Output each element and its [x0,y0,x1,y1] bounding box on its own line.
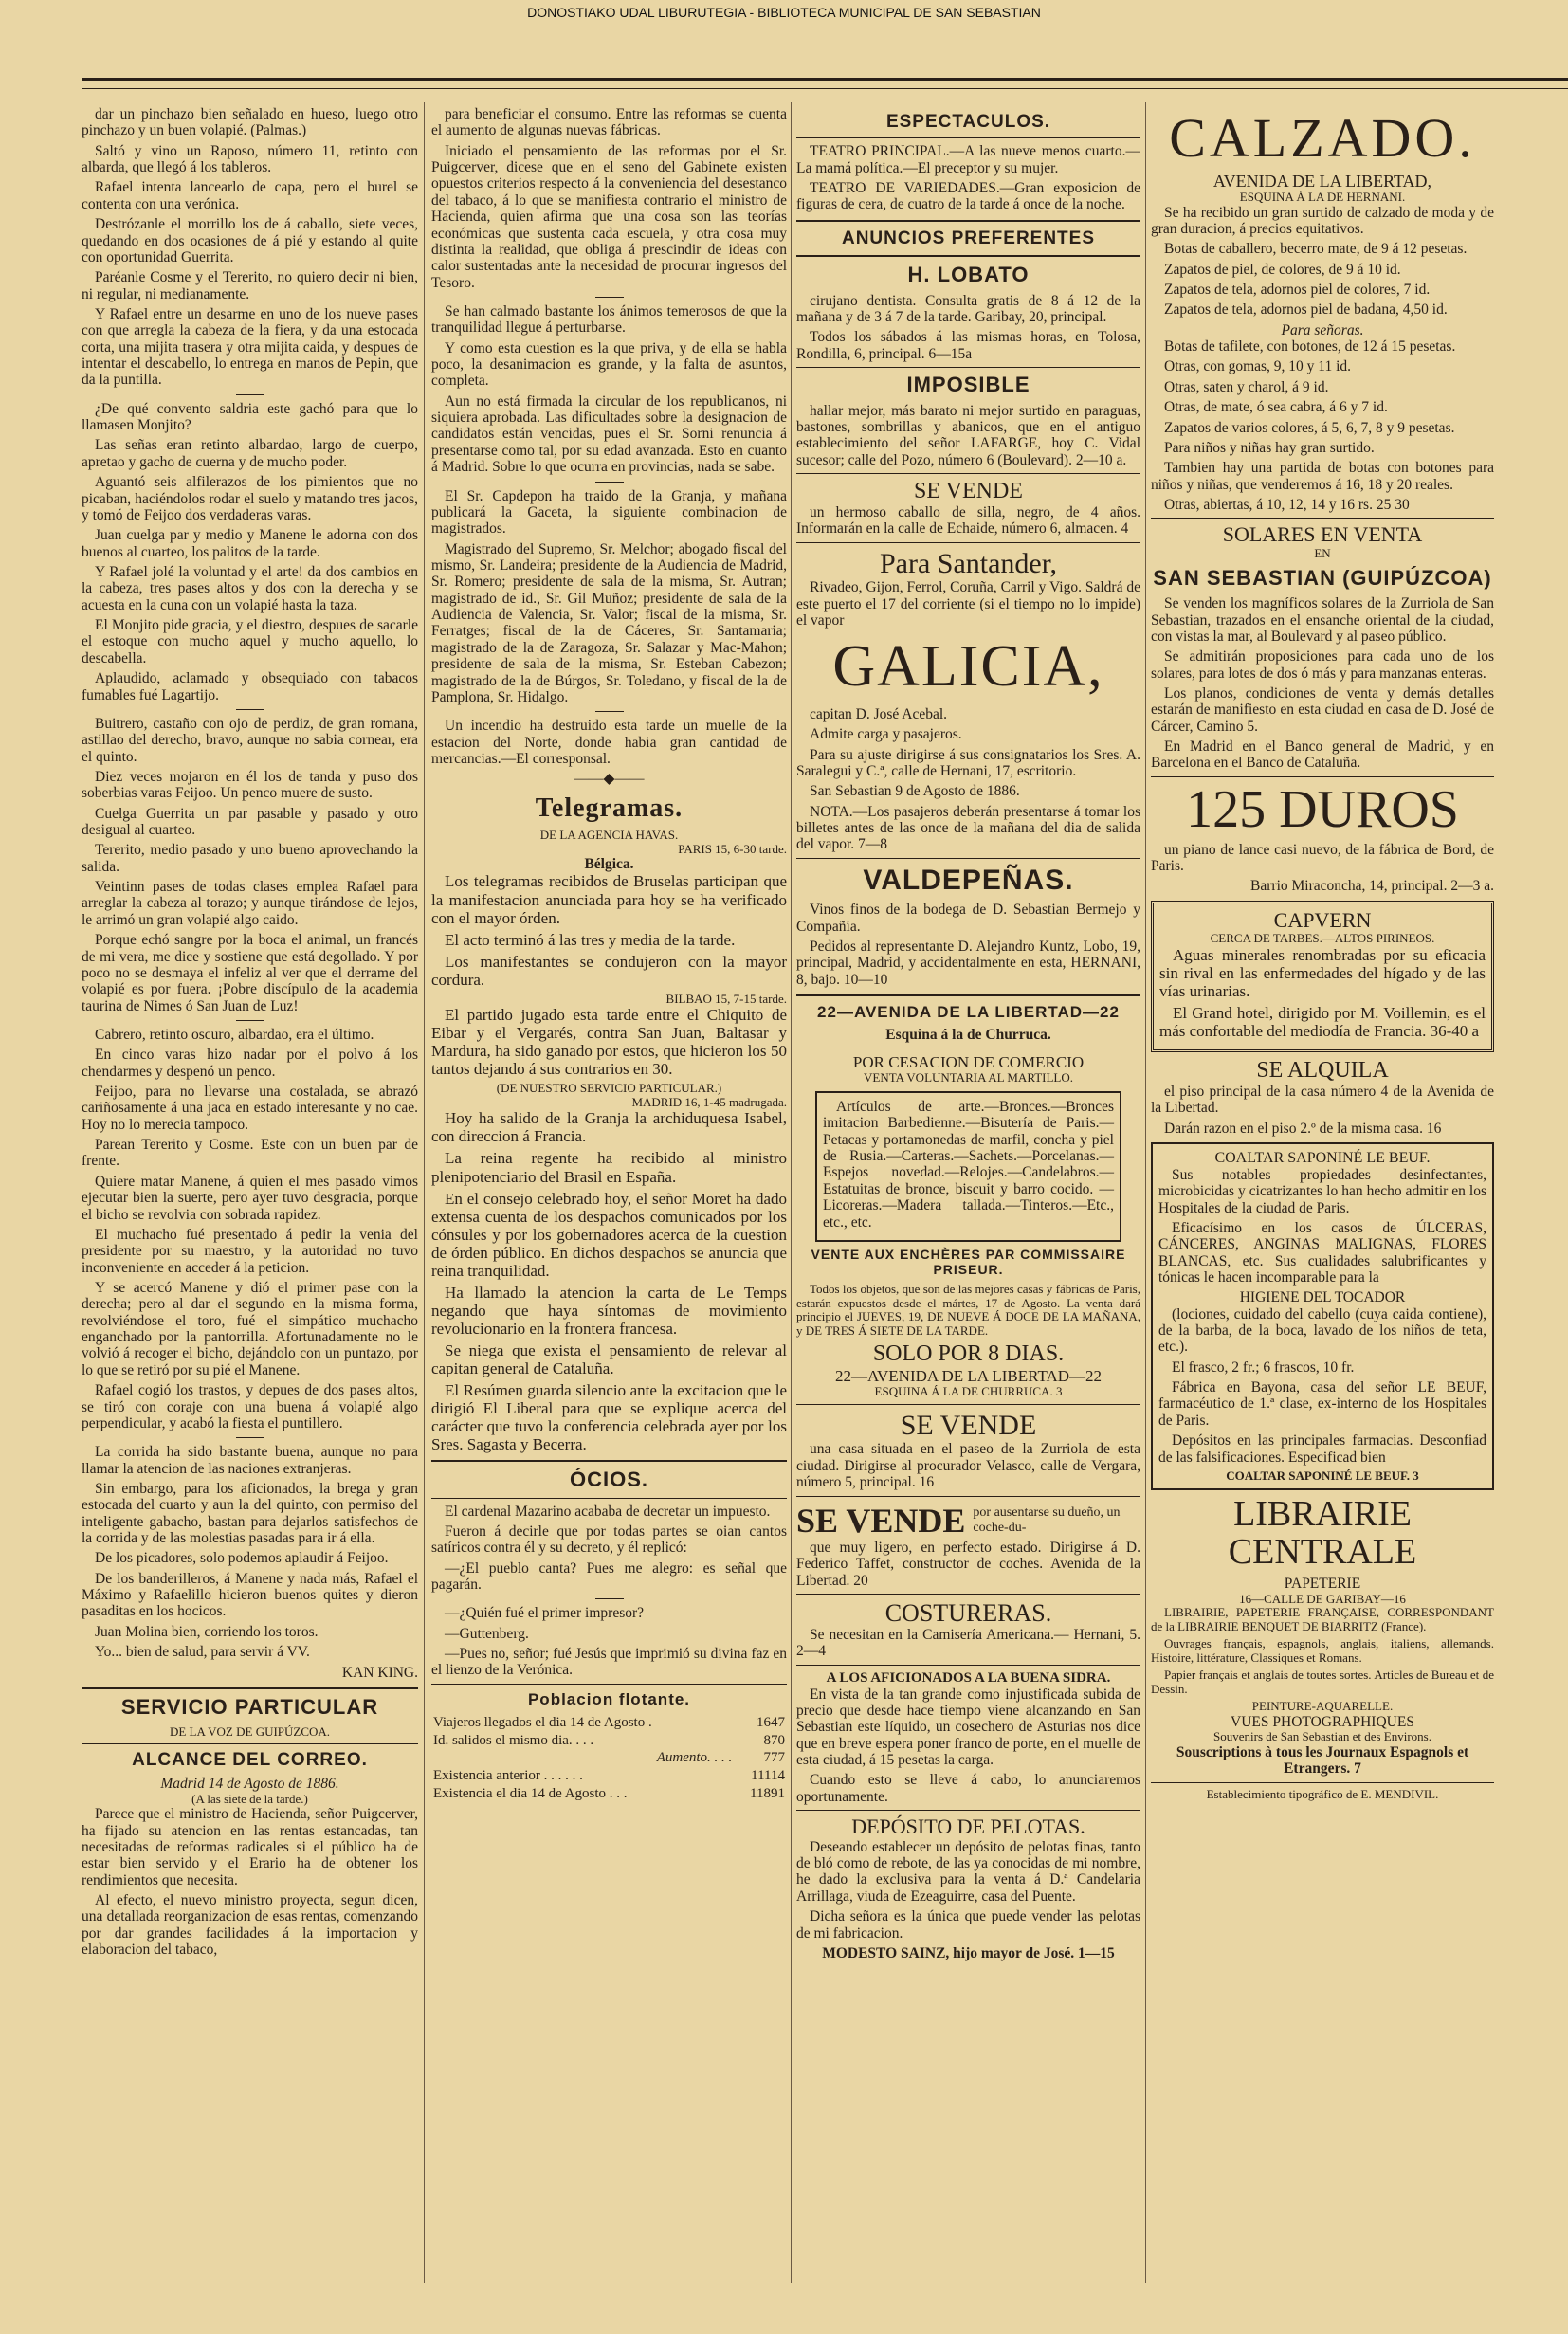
ad-subtitle: EN [1314,545,1331,560]
dateline: BILBAO 15, 7-15 tarde. [665,991,787,1006]
paragraph: (lociones, cuidado del cabello (cuya caida contiene), de la barba, de la boca, lavado de los niños de teta, etc.). [1158,1305,1486,1356]
subheading: HIGIENE DEL TOCADOR [1239,1289,1406,1306]
population-table [431,1714,787,1803]
paragraph: Los manifestantes se condujeron con la mayor cordura. [431,952,787,989]
ad-title: SAN SEBASTIAN (GUIPÚZCOA) [1153,565,1492,590]
paragraph: Artículos de arte.—Bronces.—Bronces imitacion Barbedienne.—Bisutería de Paris.—Petacas y portamonedas de marfil, concha y piel de Rusia.—Carteras.—Sachets.—Porcelanas.— Espejos novedad.—Relojes.—Candelabros.—Estatuitas de bronce, biscuit y barro cocido. — Licoreras.—Madera tallada.—Tinteros.—Etc., etc., etc. [823,1099,1114,1231]
paragraph: Zapatos de piel, de colores, de 9 á 10 id. [1164,261,1401,278]
ad-subtitle: CERCA DE TARBES.—ALTOS PIRINEOS. [1210,931,1435,946]
section-title: Poblacion flotante. [527,1689,691,1708]
ad-title: DEPÓSITO DE PELOTAS. [851,1814,1085,1839]
paragraph: En el consejo celebrado hoy, el señor Moret ha dado extensa cuenta de los despachos comunicados por los cónsules y por los gobernadores acerca de la cuestion de órden público. En dichos despachos se anuncia que reina tranquilidad. [431,1189,787,1280]
paragraph: Para niños y niñas hay gran surtido. [1164,439,1375,456]
paragraph: hallar mejor, más barato ni mejor surtido en paraguas, bastones, sombrillas y abanicos, que en el antiguo establecimiento del señor LAFARGE, hoy C. Vidal sucesor; calle del Pozo, número 6 (Boulevard). 2—10 a. [796,402,1140,468]
paragraph: Aun no está firmada la circular de los republicanos, ni siquiera aprobada. Las dificultades sobre la designacion de candidatos están vencidas, pues el Sr. Sorni renuncia á presentarse como tal, por su edad avanzada. Esto en cuanto á Madrid. Sobre lo que ocurra en provincias, nada se sabe. [431,392,787,476]
top-rule [82,78,1568,89]
section-title: ESPECTACULOS. [885,112,1051,132]
paragraph: Juan cuelga par y medio y Manene le adorna con dos buenos al cuarteo, los palitos de la tarde. [82,527,418,560]
paragraph: un piano de lance casi nuevo, de la fábrica de Bord, de Paris. [1151,841,1494,874]
table-row [431,1714,787,1732]
dateline: MADRID 16, 1-45 madrugada. [631,1094,787,1109]
coaltar-ad [1151,1142,1494,1491]
paragraph: Rivadeo, Gijon, Ferrol, Coruña, Carril y Vigo. Saldrá de este puerto el 17 del corriente (si el tiempo no lo impide) el vapor [796,579,1140,629]
paragraph: Sus notables propiedades desinfectantes, microbicidas y cicatrizantes lo han hecho admitir en los Hospitales de la ciudad de Paris. [1158,1166,1486,1216]
paragraph: para beneficiar el consumo. Entre las reformas se cuenta el aumento de algunas nuevas fábricas. [431,106,787,139]
paragraph: Y Rafael jolé la voluntad y el arte! da dos cambios en la cabeza, tres pases altos y dos con la derecha y se acuesta en la cuna con un volapié hasta la taza. [82,563,418,613]
divider [1151,518,1494,519]
ad-subtitle: ESQUINA Á LA DE HERNANI. [1239,190,1406,205]
divider [595,482,624,483]
paragraph: Eficacísimo en los casos de ÚLCERAS, CÁNCERES, ANGINAS MALIGNAS, FLORES BLANCAS, etc. Sus cualidades salubrificantes y tónicas le hacen incomparable para la [1158,1219,1486,1286]
ad-title: SE VENDE [914,479,1023,504]
paragraph: Admite carga y pasajeros. [810,726,962,743]
section-title: ALCANCE DEL CORREO. [132,1750,368,1771]
subheading: (DE NUESTRO SERVICIO PARTICULAR.) [496,1081,722,1096]
paragraph: El cardenal Mazarino acababa de decretar un impuesto. [445,1503,771,1520]
paragraph: Se han calmado bastante los ánimos temerosos de que la tranquilidad llegue á perturbarse. [431,302,787,337]
ad-title: VALDEPEÑAS. [863,864,1074,896]
paragraph: San Sebastian 9 de Agosto de 1886. [810,783,1020,800]
paragraph: La corrida ha sido bastante buena, aunque no para llamar la atencion de las naciones extranjeras. [82,1444,418,1477]
paragraph: Buitrero, castaño con ojo de perdiz, de gran romana, astillao del derecho, bravo, aunque no sabia cornear, era el quinto. [82,715,418,765]
paragraph: Deseando establecer un depósito de pelotas finas, tanto de bló como de rebote, de las ya conocidas de mi nombre, he dado la exclusiva para la venta á D.ª Candelaria Arrillaga, viuda de Ezeaguirre, casa del Puente. [796,1838,1140,1905]
paragraph: Saltó y vino un Raposo, número 11, retinto con albarda, que llegó á los tableros. [82,142,418,176]
row-value: 11114 [751,1768,785,1784]
paragraph: Otras, abiertas, á 10, 12, 14 y 16 rs. 25 30 [1164,496,1410,513]
paragraph: dar un pinchazo bien señalado en hueso, luego otro pinchazo y un buen volapié. (Palmas.) [82,106,418,139]
paragraph: El Resúmen guarda silencio ante la excitacion que le dirigió El Liberal para que se explique acerca del carácter que tuvo la conferencia celebrada ayer por los Sres. Sagasta y Becerra. [431,1380,787,1453]
paragraph: En cinco varas hizo nadar por el polvo á los chendarmes y despenó un penco. [82,1047,418,1080]
column-4 [1151,106,1494,2287]
divider [796,994,1140,996]
ad-title: 22—AVENIDA DE LA LIBERTAD—22 [817,1003,1120,1022]
paragraph: Darán razon en el piso 2.º de la misma casa. 16 [1164,1120,1442,1137]
column-3 [796,106,1140,2287]
ad-title: POR CESACION DE COMERCIO [852,1053,1085,1072]
ad-title: SOLO POR 8 DIAS. [872,1341,1065,1367]
paragraph: Zapatos de tela, adornos piel de colores, 7 id. [1164,282,1431,299]
paragraph: ¿De qué convento saldria este gachó para que lo llamasen Monjito? [82,400,418,434]
paragraph: Y se acercó Manene y dió el primer pase con la derecha; pero al dar el segundo en la misma forma, revolviéndose el toro, fué el simpático muchacho enganchado por la pantorrilla. Afortunadamente no le volvió á recoger el bicho, dejándolo con un puntazo, por lo que se retiró por su pié el Manene. [82,1280,418,1378]
paragraph: Botas de tafilete, con botones, de 12 á 15 pesetas. [1164,338,1456,356]
divider [236,1437,264,1438]
signature: COALTAR SAPONINÉ LE BEUF. 3 [1226,1468,1419,1483]
divider [236,394,264,395]
row-value: 777 [763,1750,785,1766]
ad-subtitle: VENTA VOLUNTARIA AL MARTILLO. [863,1070,1073,1085]
paragraph: El Sr. Capdepon ha traido de la Granja, y mañana publicará la Gaceta, la siguiente combinacion de magistrados. [431,487,787,538]
paragraph: —Guttenberg. [445,1625,529,1642]
printer-imprint: Establecimiento tipográfico de E. MENDIVIL. [1206,1786,1439,1801]
paragraph: —Pues no, señor; fué Jesús que imprimió su divina faz en el lienzo de la Verónica. [431,1646,787,1679]
paragraph: Y Rafael entre un desarme en uno de los nueve pases con que arregla la cabeza de la fiera, y da una estocada corta, una mijita trasera y otra mijita caida, y despues de intentar el descabello, lo entrega en manos de Pepin, que da la puntilla. [82,305,418,389]
column-2 [431,106,787,2287]
paragraph: El muchacho fué presentado á pedir la venia del presidente por su maestro, y la autoridad no tuvo inconveniente en acceder á la peticion. [82,1226,418,1276]
subheading: VUES PHOTOGRAPHIQUES [1231,1713,1414,1730]
ad-subtitle: 22—AVENIDA DE LA LIBERTAD—22 [834,1367,1103,1386]
paragraph: Papier français et anglais de toutes sortes. Articles de Bureau et de Dessin. [1151,1668,1494,1696]
paragraph: Cabrero, retinto oscuro, albardao, era el último. [95,1026,374,1043]
paragraph: Pedidos al representante D. Alejandro Kuntz, Lobo, 19, principal, Madrid, y accidentalmente en esta, HERNANI, 8, bajo. 10—10 [796,938,1140,988]
ad-title: CAPVERN [1273,907,1372,932]
divider [1151,776,1494,777]
row-label: Id. salidos el mismo dia. . . . [433,1732,594,1748]
paragraph: Zapatos de varios colores, á 5, 6, 7, 8 y 9 pesetas. [1164,419,1455,436]
divider [796,1594,1140,1595]
column-rule [791,102,792,2283]
paragraph: Veintinn pases de todas clases emplea Rafael para arreglar la cabeza al torazo; y aunque tirándose de lejos, le arrimó un gran volapié algo caido. [82,879,418,928]
dateline: (A las siete de la tarde.) [191,1791,308,1806]
section-title: ÓCIOS. [569,1467,648,1491]
ad-title: 125 DUROS [1186,779,1459,839]
column-rule [424,102,425,2283]
paragraph: Tambien hay una partida de botas con botones para niños y niñas, que venderemos á 16, 18 y 20 reales. [1151,460,1494,493]
paragraph: cirujano dentista. Consulta gratis de 8 á 12 de la mañana y de 3 á 7 de la tarde. Garibay, 20, principal. [796,292,1140,325]
paragraph: Porque echó sangre por la boca el animal, un francés de mi vera, me dice y sostiene que está degollado. Y por poco no se desmaya el infeliz al ver que el derrame del volapié es por fuera. ¡Pobre discípulo de la academia taurina de Nimes ó San Juan de Luz! [82,932,418,1014]
items-box [815,1091,1121,1242]
paragraph: Se admitirán proposiciones para cada uno de los solares, para lotes de dos ó más y para manzanas enteras. [1151,648,1494,682]
paragraph: Diez veces mojaron en él los de tanda y puso dos soberbias varas Feijoo. Un penco muere de susto. [82,768,418,802]
paragraph: Vinos finos de la bodega de D. Sebastian Bermejo y Compañía. [796,902,1140,935]
paragraph: Magistrado del Supremo, Sr. Melchor; abogado fiscal del mismo, Sr. Landeira; presidente de la Audiencia de Madrid, Sr. Romero; presidente de sala de la misma, Sr. Autran; magistrado de id., Sr. Gil Muñoz; presidente de sala de la Audiencia de Valencia, Sr. Valor; fiscal de la misma, Sr. Ferratges; fiscal de la de Cáceres, Sr. Santamaria; magistrado de la de Zaragoza, Sr. Salazar y Mac-Mahon; presidente de sala de la misma, Sr. Esteban Cabezon; magistrado de la de Búrgos, Sr. Toledano, y fiscal de la de Pamplona, Sr. Hidalgo. [431,540,787,705]
divider [236,1020,264,1021]
paragraph: Se venden los magníficos solares de la Zurriola de San Sebastian, trazados en el ensanche oriental de la ciudad, con vistas la mar, al Boulevard y al paseo público. [1151,595,1494,645]
paragraph: Y como esta cuestion es la que priva, y de ella se habla poco, la desanimacion es grande, y la falta de asuntos, completa. [431,339,787,390]
ad-subtitle: ESQUINA Á LA DE CHURRUCA. 3 [874,1384,1063,1399]
paragraph: Aguantó seis alfilerazos de los pimientos que no picaban, haciéndolos rodar el suelo y matando tres jacos, y tomó de Feijoo dos verdaderas varas. [82,474,418,523]
paragraph: Depósitos en las principales farmacias. Desconfiad de las falsificaciones. Especificad bien [1158,1432,1486,1466]
paragraph: Juan Molina bien, corriendo los toros. [95,1623,319,1640]
dateline: Madrid 14 de Agosto de 1886. [160,1776,339,1793]
divider [796,255,1140,257]
table-row [431,1732,787,1750]
paragraph: una casa situada en el paseo de la Zurriola de esta ciudad. Dirigirse al procurador Velasco, calle de Vergara, número 5, principal. 16 [796,1441,1140,1491]
paragraph: La reina regente ha recibido al ministro plenipotenciario del Brasil en España. [431,1149,787,1186]
paragraph: Todos los sábados á las mismas horas, en Tolosa, Rondilla, 6, principal. 6—15a [796,329,1140,362]
paragraph: Zapatos de tela, adornos piel de badana, 4,50 id. [1164,301,1448,319]
divider [796,367,1140,368]
ad-subtitle: Esquina á la de Churruca. [885,1027,1051,1044]
row-value: 11891 [750,1786,785,1802]
paragraph: Otras, de mate, ó sea cabra, á 6 y 7 id. [1164,399,1388,416]
section-title: ANUNCIOS PREFERENTES [841,228,1096,248]
paragraph: Parean Tererito y Cosme. Este con un buen par de frente. [82,1137,418,1170]
ad-title: COALTAR SAPONINÉ LE BEUF. [1214,1149,1431,1166]
paragraph: Se niega que exista el pensamiento de relevar al capitan general de Cataluña. [431,1340,787,1377]
paragraph: Tererito, medio pasado y uno bueno aprovechando la salida. [82,842,418,875]
row-label: Aumento. . . . [656,1750,733,1766]
column-1 [82,106,418,2287]
paragraph: LIBRAIRIE, PAPETERIE FRANÇAISE, CORRESPONDANT de la LIBRAIRIE BENQUET DE BIARRITZ (France). [1151,1605,1494,1633]
signature: MODESTO SAINZ, hijo mayor de José. 1—15 [822,1944,1115,1961]
divider [796,858,1140,859]
row-label: Viajeros llegados el dia 14 de Agosto . [433,1714,652,1730]
divider [595,711,624,712]
paragraph: Un incendio ha destruido esta tarde un muelle de la estacion del Norte, donde habia gran cantidad de mercancias.—El corresponsal. [431,718,787,767]
paragraph: Botas de caballero, becerro mate, de 9 á 12 pesetas. [1164,241,1468,258]
ad-title: SE VENDE [900,1409,1037,1441]
ad-title: A LOS AFICIONADOS A LA BUENA SIDRA. [826,1669,1111,1686]
paragraph: Souvenirs de San Sebastian et des Environs. [1213,1729,1431,1744]
section-subtitle: DE LA VOZ DE GUIPÚZCOA. [169,1723,331,1739]
paragraph: Se necesitan en la Camisería Americana.— Hernani, 5. 2—4 [796,1627,1140,1660]
ad-subtitle: AVENIDA DE LA LIBERTAD, [1212,171,1432,191]
paragraph: Cuelga Guerrita un par pasable y pasado y otro desigual al cuarteo. [82,805,418,839]
paragraph: Sin embargo, para los aficionados, la brega y gran estocada del cuarto y aun la del quinto, con permiso del inteligente gabacho, bastan para dejarlos satisfechos de la corrida y de las molestias pasadas para ir á ella. [82,1480,418,1547]
paragraph: Al efecto, el nuevo ministro proyecta, segun dicen, una detallada reorganizacion de esas rentas, comenzando por dar grandes facilidades á la importacion y elaboracion del tabaco, [82,1892,418,1959]
paragraph: Hoy ha salido de la Granja la archiduquesa Isabel, con direccion á Francia. [431,1109,787,1146]
ship-name: GALICIA, [832,634,1104,700]
paragraph: Todos los objetos, que son de las mejores casas y fábricas de Paris, estarán expuestos desde el mártes, 17 de Agosto. La venta dará principio el JUEVES, 19, DE NUEVE Á DOCE DE LA MAÑANA, y DE TRES Á SIETE DE LA TARDE. [796,1282,1140,1338]
paragraph: TEATRO DE VARIEDADES.—Gran exposicion de figuras de cera, de cuatro de la tarde á once de la noche. [796,179,1140,213]
paragraph: En Madrid en el Banco general de Madrid, y en Barcelona en el Banco de Cataluña. [1151,738,1494,772]
dateline: PARIS 15, 6-30 tarde. [678,841,787,856]
ad-title: SOLARES EN VENTA [1222,522,1423,547]
ad-subtitle: PAPETERIE [1284,1576,1361,1593]
divider [431,1498,787,1499]
paragraph: Dicha señora es la única que puede vender las pelotas de mi fabricacion. [796,1908,1140,1942]
paragraph: NOTA.—Los pasajeros deberán presentarse á tomar los billetes antes de las once de la mañana del dia de salida del vapor. 7—8 [796,803,1140,853]
ad-title: COSTURERAS. [884,1598,1052,1627]
subheading: Para señoras. [1281,321,1364,338]
ad-subtitle: VENTE AUX ENCHÈRES PAR COMMISSAIRE PRISEUR. [811,1246,1126,1277]
divider [796,220,1140,222]
section-subtitle: DE LA AGENCIA HAVAS. [539,828,679,843]
paragraph: El acto terminó á las tres y media de la tarde. [445,930,736,949]
section-title: SERVICIO PARTICULAR [120,1694,379,1719]
subheading: Bélgica. [584,856,634,873]
paragraph: En vista de la tan grande como injustificada subida de precio que desde hace tiempo viene alcanzando en San Sebastian este líquido, un cosechero de Asturias nos dice que en breve espera poner franco de porte, en el muelle de esta ciudad, á 15 pesetas la carga. [796,1686,1140,1769]
paragraph: un hermoso caballo de silla, negro, de 4 años. Informarán en la calle de Echaide, número 6, almacen. 4 [796,503,1140,538]
table-row [431,1785,787,1803]
ad-title: SE VENDE [796,1501,966,1540]
paragraph: Los telegramas recibidos de Bruselas participan que la manifestacion anunciada para hoy se ha verificado con el mayor órden. [431,872,787,927]
row-value: 870 [763,1732,785,1748]
paragraph: El partido jugado esta tarde entre el Chiquito de Eibar y el Vergarés, contra San Juan, Baltasar y Mardura, ha sido ganado por estos, que hicieron los 50 tantos dejando á sus contrarios en 30. [431,1006,787,1079]
paragraph: El Monjito pide gracia, y el diestro, despues de sacarle el estoque con mucho aquel y mucho aquello, lo descabella. [82,617,418,666]
paragraph: —¿Quién fué el primer impresor? [445,1605,645,1622]
paragraph: Quiere matar Manene, á quien el mes pasado vimos ejecutar bien la suerte, pero ayer tuvo desgracia, porque el bicho se revolvia con sobrada rapidez. [82,1173,418,1223]
table-row [431,1767,787,1785]
ad-header [796,1502,1140,1540]
divider [796,542,1140,543]
table-row [431,1749,787,1767]
paragraph: De los banderilleros, á Manene y nada más, Rafael el Máximo y Rafaelillo hicieron buenos quites y dieron pasaditas en los hocicos. [82,1570,418,1620]
signature: KAN KING. [341,1664,418,1681]
paragraph: Ouvrages français, espagnols, anglais, italiens, allemands. Histoire, littérature, Classiques et Romans. [1151,1636,1494,1665]
row-value: 1647 [757,1714,785,1730]
subheading: PEINTURE-AQUARELLE. [1251,1699,1394,1714]
paragraph: Destrózanle el morrillo los de á caballo, siete veces, quedando en dos ocasiones de á pié y estando al quite con oportunidad Guerrita. [82,216,418,265]
ornament: ——◆—— [574,771,645,788]
paragraph: Rafael intenta lancearlo de capa, pero el burel se contenta con una verónica. [82,179,418,212]
paragraph: Otras, saten y charol, á 9 id. [1164,378,1329,395]
library-header: DONOSTIAKO UDAL LIBURUTEGIA - BIBLIOTECA MUNICIPAL DE SAN SEBASTIAN [527,5,1041,20]
divider [431,1460,787,1462]
capvern-ad [1151,901,1494,1052]
paragraph: Parece que el ministro de Hacienda, señor Puigcerver, ha fijado su atencion en las rentas estancadas, tan necesitadas de reformas radicales si el público ha de estar bien servido y el Erario ha de obtener los rendimientos que necesita. [82,1806,418,1888]
paragraph: Barrio Miraconcha, 14, principal. 2—3 a. [1250,878,1494,895]
ad-title: SE ALQUILA [1256,1057,1389,1083]
ad-title: LIBRAIRIE CENTRALE [1228,1494,1417,1573]
paragraph: Aplaudido, aclamado y obsequiado con tabacos fumables fué Lagartijo. [82,670,418,703]
paragraph: Ha llamado la atencion la carta de Le Temps negando que haya síntomas de movimiento revolucionario en la frontera francesa. [431,1283,787,1338]
row-label: Existencia anterior . . . . . . [433,1768,583,1784]
divider [796,137,1140,138]
ad-title: H. LOBATO [907,262,1030,286]
column-rule [1145,102,1146,2283]
paragraph: Aguas minerales renombradas por su eficacia sin rival en las enfermedades del hígado y de las vías urinarias. [1159,945,1486,1000]
divider [796,1496,1140,1497]
divider [236,709,264,710]
paragraph: Cuando esto se lleve á cabo, lo anunciaremos oportunamente. [796,1772,1140,1805]
divider [82,1743,418,1744]
divider [796,1404,1140,1405]
divider [1151,1782,1494,1783]
paragraph: que muy ligero, en perfecto estado. Dirigirse á D. Federico Taffet, constructor de coches. Avenida de la Libertad. 20 [796,1539,1140,1589]
paragraph: Para su ajuste dirigirse á sus consignatarios los Sres. A. Saralegui y C.ª, calle de Hernani, 17, escritorio. [796,746,1140,779]
paragraph: Se ha recibido un gran surtido de calzado de moda y de gran duracion, á precios equitativos. [1151,204,1494,237]
paragraph: el piso principal de la casa número 4 de la Avenida de la Libertad. [1151,1083,1494,1117]
divider [595,1598,624,1599]
paragraph: Otras, con gomas, 9, 10 y 11 id. [1164,358,1352,375]
divider [796,1665,1140,1666]
ad-title: CALZADO. [1169,107,1476,169]
ad-title: IMPOSIBLE [906,373,1030,397]
paragraph: Las señas eran retinto albardao, largo de cuerpo, apretao y gacho de cuerna y de mucho poder. [82,437,418,470]
paragraph: De los picadores, solo podemos aplaudir á Feijoo. [95,1550,389,1567]
divider [595,297,624,298]
paragraph: capitan D. José Acebal. [810,705,948,722]
paragraph: Souscriptions à tous les Journaux Espagnols et Etrangers. 7 [1176,1743,1469,1778]
row-label: Existencia el dia 14 de Agosto . . . [433,1786,628,1802]
paragraph: Paréanle Cosme y el Tererito, no quiero decir ni bien, ni regular, ni medianamente. [82,269,418,302]
paragraph: Fábrica en Bayona, casa del señor LE BEUF, farmacéutico de 1.ª clase, ex-interno de los Hospitales de Paris. [1158,1379,1486,1429]
section-title: Telegramas. [535,793,684,823]
paragraph: Fueron á decirle que por todas partes se oian cantos satíricos contra él y su decreto, y él replicó: [431,1523,787,1557]
ad-subtitle: 16—CALLE DE GARIBAY—16 [1239,1591,1406,1606]
paragraph: Iniciado el pensamiento de las reformas por el Sr. Puigcerver, dicese que en el seno del Gabinete existen opuestos criterios respecto á la conveniencia del desestanco del tabaco, á lo que se manifiesta contrario el ministro de Hacienda, quien afirma que una cosa son las teorías económicas que sustenta cada escuela, y otra cosa muy distinta la realidad, que obliga á prescindir de ideas con calor sustentadas ante la necesidad de procurar ingresos del Tesoro. [431,142,787,291]
paragraph: TEATRO PRINCIPAL.—A las nueve menos cuarto.—La mamá política.—El preceptor y su mujer. [796,143,1140,176]
paragraph: —¿El pueblo canta? Pues me alegro: es señal que pagarán. [431,1559,787,1594]
divider [82,1687,418,1689]
divider [431,1684,787,1685]
divider [796,473,1140,474]
divider [796,1810,1140,1811]
paragraph: Yo... bien de salud, para servir á VV. [95,1644,310,1661]
ad-title: Para Santander, [879,547,1058,579]
paragraph: El frasco, 2 fr.; 6 frascos, 10 fr. [1172,1358,1355,1376]
paragraph: Feijoo, para no llevarse una costalada, se abrazó cariñosamente á una jaca en estado interesante y no cae. Hoy no lo merecia tampoco. [82,1084,418,1133]
paragraph: El Grand hotel, dirigido por M. Voillemin, es el más confortable del mediodía de Francia. 36-40 a [1159,1003,1486,1040]
ad-side-text: por ausentarse su dueño, un coche-du- [973,1505,1121,1535]
paragraph: Rafael cogió los trastos, y depues de dos pases altos, se tiró con coraje con una buena á volapié algo perpendicular, y acabó la fiesta el puntillero. [82,1382,418,1431]
paragraph: Los planos, condiciones de venta y demás detalles estarán de manifiesto en esta ciudad en casa de D. José de Cárcer, Camino 5. [1151,684,1494,735]
